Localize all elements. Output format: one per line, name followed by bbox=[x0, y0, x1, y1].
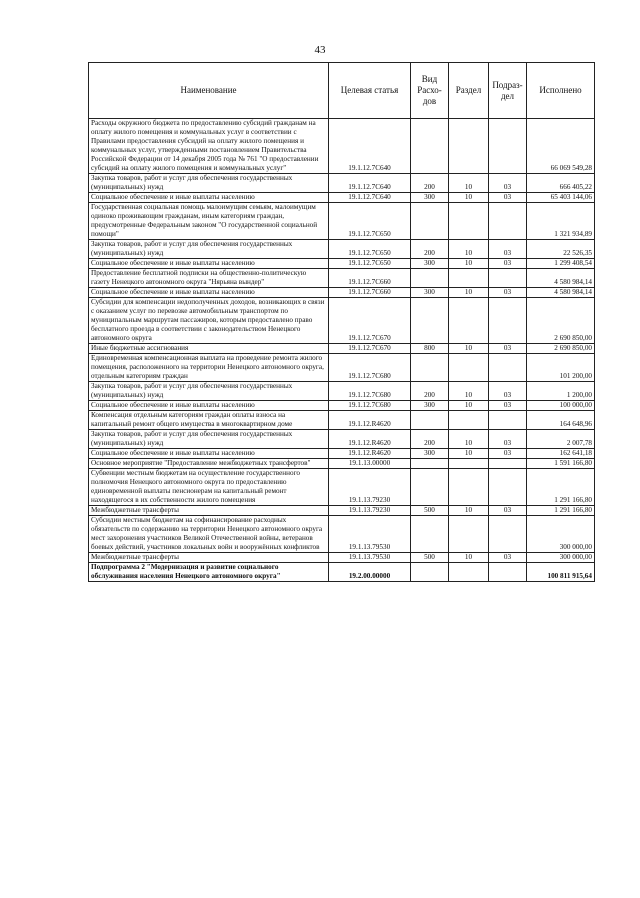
table-row bbox=[89, 430, 595, 449]
row-name: Подпрограмма 2 "Модернизация и развитие социального обслуживания населения Ненецкого автономного округа" bbox=[89, 563, 329, 582]
row-section bbox=[449, 119, 489, 174]
row-subsection bbox=[489, 563, 527, 582]
row-subsection bbox=[489, 203, 527, 240]
row-section bbox=[449, 516, 489, 553]
table-row bbox=[89, 506, 595, 516]
row-target-code: 19.1.13.00000 bbox=[329, 459, 411, 469]
row-amount: 162 641,18 bbox=[527, 449, 595, 459]
row-amount: 1 291 166,80 bbox=[527, 506, 595, 516]
row-section: 10 bbox=[449, 240, 489, 259]
row-section bbox=[449, 269, 489, 288]
table-row bbox=[89, 449, 595, 459]
row-subsection bbox=[489, 298, 527, 344]
row-expense-type: 300 bbox=[411, 449, 449, 459]
row-target-code: 19.1.12.R4620 bbox=[329, 449, 411, 459]
row-amount: 1 200,00 bbox=[527, 382, 595, 401]
row-section: 10 bbox=[449, 382, 489, 401]
row-section bbox=[449, 459, 489, 469]
row-target-code: 19.1.13.79230 bbox=[329, 506, 411, 516]
header-target: Целевая статья bbox=[329, 63, 411, 119]
row-name: Субсидии для компенсации недополученных доходов, возникающих в связи с оказанием услуг по перевозке автомобильным транспортом по муниципальным маршрутам пассажиров, которым предоставлено право бесплатного проезда в соответствии с законодательством Ненецкого автономного округа bbox=[89, 298, 329, 344]
row-subsection: 03 bbox=[489, 344, 527, 354]
table-row bbox=[89, 174, 595, 193]
row-subsection: 03 bbox=[489, 240, 527, 259]
row-section: 10 bbox=[449, 193, 489, 203]
row-expense-type: 500 bbox=[411, 506, 449, 516]
row-target-code: 19.1.12.7С640 bbox=[329, 174, 411, 193]
table-row bbox=[89, 469, 595, 506]
row-name: Субсидии местным бюджетам на софинансирование расходных обязательств по содержанию на территории Ненецкого автономного округа мест захоронения участников Великой Отечественной войны, ветеранов боевых действий, участников локальных войн и вооружённых конфликтов bbox=[89, 516, 329, 553]
row-name: Закупка товаров, работ и услуг для обеспечения государственных (муниципальных) нужд bbox=[89, 240, 329, 259]
table-row bbox=[89, 401, 595, 411]
row-amount: 2 690 850,00 bbox=[527, 344, 595, 354]
table-row bbox=[89, 193, 595, 203]
row-name: Субвенции местным бюджетам на осуществление государственного полномочия Ненецкого автономного округа по предоставлению единовременной выплаты пенсионерам на капитальный ремонт находящегося в их собственности жилого помещения bbox=[89, 469, 329, 506]
table-row bbox=[89, 298, 595, 344]
row-expense-type: 200 bbox=[411, 430, 449, 449]
table-row bbox=[89, 344, 595, 354]
row-name: Закупка товаров, работ и услуг для обеспечения государственных (муниципальных) нужд bbox=[89, 430, 329, 449]
row-expense-type: 200 bbox=[411, 174, 449, 193]
row-section bbox=[449, 203, 489, 240]
row-target-code: 19.1.12.7С680 bbox=[329, 401, 411, 411]
table-row bbox=[89, 411, 595, 430]
row-expense-type bbox=[411, 119, 449, 174]
row-subsection: 03 bbox=[489, 259, 527, 269]
row-amount: 66 069 549,28 bbox=[527, 119, 595, 174]
row-target-code: 19.1.12.7С640 bbox=[329, 119, 411, 174]
row-subsection: 03 bbox=[489, 401, 527, 411]
row-expense-type bbox=[411, 563, 449, 582]
row-section: 10 bbox=[449, 288, 489, 298]
row-section bbox=[449, 298, 489, 344]
header-name: Наименование bbox=[89, 63, 329, 119]
row-subsection bbox=[489, 411, 527, 430]
row-expense-type: 200 bbox=[411, 240, 449, 259]
row-section bbox=[449, 563, 489, 582]
row-name: Единовременная компенсационная выплата на проведение ремонта жилого помещения, расположенного на территории Ненецкого автономного округа, отдельным категориям граждан bbox=[89, 354, 329, 382]
row-expense-type: 500 bbox=[411, 553, 449, 563]
row-subsection: 03 bbox=[489, 449, 527, 459]
row-amount: 4 580 984,14 bbox=[527, 288, 595, 298]
row-target-code: 19.1.12.7С650 bbox=[329, 259, 411, 269]
row-amount: 100 000,00 bbox=[527, 401, 595, 411]
row-name: Компенсация отдельным категориям граждан оплаты взноса на капитальный ремонт общего имущества в многоквартирном доме bbox=[89, 411, 329, 430]
row-name: Государственная социальная помощь малоимущим семьям, малоимущим одиноко проживающим гражданам, иным категориям граждан, предусмотренные Федеральным законом "О государственной социальной помощи" bbox=[89, 203, 329, 240]
row-amount: 65 403 144,06 bbox=[527, 193, 595, 203]
row-target-code: 19.1.12.7С660 bbox=[329, 288, 411, 298]
row-target-code: 19.1.12.7С650 bbox=[329, 203, 411, 240]
row-expense-type: 200 bbox=[411, 382, 449, 401]
row-subsection bbox=[489, 119, 527, 174]
row-expense-type: 800 bbox=[411, 344, 449, 354]
table-row bbox=[89, 354, 595, 382]
table-row bbox=[89, 288, 595, 298]
row-expense-type: 300 bbox=[411, 193, 449, 203]
row-subsection: 03 bbox=[489, 553, 527, 563]
row-target-code: 19.1.12.7С650 bbox=[329, 240, 411, 259]
row-subsection bbox=[489, 459, 527, 469]
row-target-code: 19.1.13.79530 bbox=[329, 516, 411, 553]
row-name: Социальное обеспечение и иные выплаты населению bbox=[89, 401, 329, 411]
row-subsection bbox=[489, 269, 527, 288]
row-subsection: 03 bbox=[489, 382, 527, 401]
header-executed: Исполнено bbox=[527, 63, 595, 119]
table-row bbox=[89, 459, 595, 469]
page-number: 43 bbox=[314, 44, 326, 56]
row-expense-type: 300 bbox=[411, 401, 449, 411]
row-section: 10 bbox=[449, 506, 489, 516]
table-row bbox=[89, 269, 595, 288]
row-target-code: 19.1.12.7С680 bbox=[329, 354, 411, 382]
row-amount: 1 291 166,80 bbox=[527, 469, 595, 506]
table-header-row bbox=[89, 63, 595, 119]
row-section: 10 bbox=[449, 449, 489, 459]
table-row bbox=[89, 240, 595, 259]
row-name: Социальное обеспечение и иные выплаты населению bbox=[89, 259, 329, 269]
row-expense-type bbox=[411, 354, 449, 382]
row-name: Межбюджетные трансферты bbox=[89, 506, 329, 516]
row-name: Иные бюджетные ассигнования bbox=[89, 344, 329, 354]
row-subsection bbox=[489, 354, 527, 382]
row-name: Межбюджетные трансферты bbox=[89, 553, 329, 563]
row-name: Закупка товаров, работ и услуг для обеспечения государственных (муниципальных) нужд bbox=[89, 382, 329, 401]
row-amount: 101 200,00 bbox=[527, 354, 595, 382]
table-row bbox=[89, 516, 595, 553]
table-row bbox=[89, 119, 595, 174]
table-row bbox=[89, 563, 595, 582]
row-expense-type bbox=[411, 516, 449, 553]
table-row bbox=[89, 259, 595, 269]
row-name: Социальное обеспечение и иные выплаты населению bbox=[89, 193, 329, 203]
row-target-code: 19.1.12.7С670 bbox=[329, 298, 411, 344]
row-target-code: 19.1.13.79530 bbox=[329, 553, 411, 563]
row-expense-type bbox=[411, 269, 449, 288]
row-target-code: 19.1.13.79230 bbox=[329, 469, 411, 506]
header-subsection: Подраз-дел bbox=[489, 63, 527, 119]
header-section: Раздел bbox=[449, 63, 489, 119]
row-name: Социальное обеспечение и иные выплаты населению bbox=[89, 449, 329, 459]
row-section bbox=[449, 411, 489, 430]
row-expense-type bbox=[411, 411, 449, 430]
row-section: 10 bbox=[449, 174, 489, 193]
row-expense-type bbox=[411, 203, 449, 240]
row-section bbox=[449, 469, 489, 506]
row-amount: 164 648,96 bbox=[527, 411, 595, 430]
row-amount: 666 405,22 bbox=[527, 174, 595, 193]
row-subsection: 03 bbox=[489, 506, 527, 516]
row-amount: 1 321 934,89 bbox=[527, 203, 595, 240]
budget-table bbox=[88, 62, 595, 582]
row-amount: 2 007,78 bbox=[527, 430, 595, 449]
row-amount: 4 580 984,14 bbox=[527, 269, 595, 288]
table-row bbox=[89, 203, 595, 240]
row-name: Закупка товаров, работ и услуг для обеспечения государственных (муниципальных) нужд bbox=[89, 174, 329, 193]
row-target-code: 19.1.12.7С670 bbox=[329, 344, 411, 354]
row-name: Социальное обеспечение и иные выплаты населению bbox=[89, 288, 329, 298]
row-subsection: 03 bbox=[489, 193, 527, 203]
row-subsection bbox=[489, 469, 527, 506]
row-expense-type: 300 bbox=[411, 259, 449, 269]
table-row bbox=[89, 553, 595, 563]
row-amount: 1 591 166,80 bbox=[527, 459, 595, 469]
row-target-code: 19.1.12.R4620 bbox=[329, 411, 411, 430]
table-body bbox=[89, 119, 595, 582]
row-section: 10 bbox=[449, 430, 489, 449]
row-name: Расходы окружного бюджета по предоставлению субсидий гражданам на оплату жилого помещения и коммунальных услуг в соответствии с Правилами предоставления субсидий на оплату жилого помещения и коммунальных услуг, утвержденными постановлением Правительства Российской Федерации от 14 декабря 2005 года № 761 "О предоставлении субсидий на оплату жилого помещения и коммунальных услуг" bbox=[89, 119, 329, 174]
row-section: 10 bbox=[449, 553, 489, 563]
row-target-code: 19.2.00.00000 bbox=[329, 563, 411, 582]
row-expense-type bbox=[411, 459, 449, 469]
row-amount: 2 690 850,00 bbox=[527, 298, 595, 344]
row-subsection: 03 bbox=[489, 174, 527, 193]
row-name: Предоставление бесплатной подписки на общественно-политическую газету Ненецкого автономного округа "Нярьяна вындер" bbox=[89, 269, 329, 288]
row-amount: 100 811 915,64 bbox=[527, 563, 595, 582]
row-subsection: 03 bbox=[489, 288, 527, 298]
row-expense-type bbox=[411, 469, 449, 506]
row-expense-type: 300 bbox=[411, 288, 449, 298]
row-target-code: 19.1.12.7С660 bbox=[329, 269, 411, 288]
row-subsection: 03 bbox=[489, 430, 527, 449]
row-amount: 300 000,00 bbox=[527, 553, 595, 563]
row-amount: 1 299 408,54 bbox=[527, 259, 595, 269]
row-amount: 22 526,35 bbox=[527, 240, 595, 259]
row-section bbox=[449, 354, 489, 382]
row-section: 10 bbox=[449, 401, 489, 411]
row-expense-type bbox=[411, 298, 449, 344]
table-row bbox=[89, 382, 595, 401]
row-subsection bbox=[489, 516, 527, 553]
row-target-code: 19.1.12.7С680 bbox=[329, 382, 411, 401]
row-target-code: 19.1.12.R4620 bbox=[329, 430, 411, 449]
header-expense-type: Вид Расхо-дов bbox=[411, 63, 449, 119]
row-name: Основное мероприятие "Предоставление межбюджетных трансфертов" bbox=[89, 459, 329, 469]
row-amount: 300 000,00 bbox=[527, 516, 595, 553]
row-section: 10 bbox=[449, 344, 489, 354]
row-section: 10 bbox=[449, 259, 489, 269]
row-target-code: 19.1.12.7С640 bbox=[329, 193, 411, 203]
